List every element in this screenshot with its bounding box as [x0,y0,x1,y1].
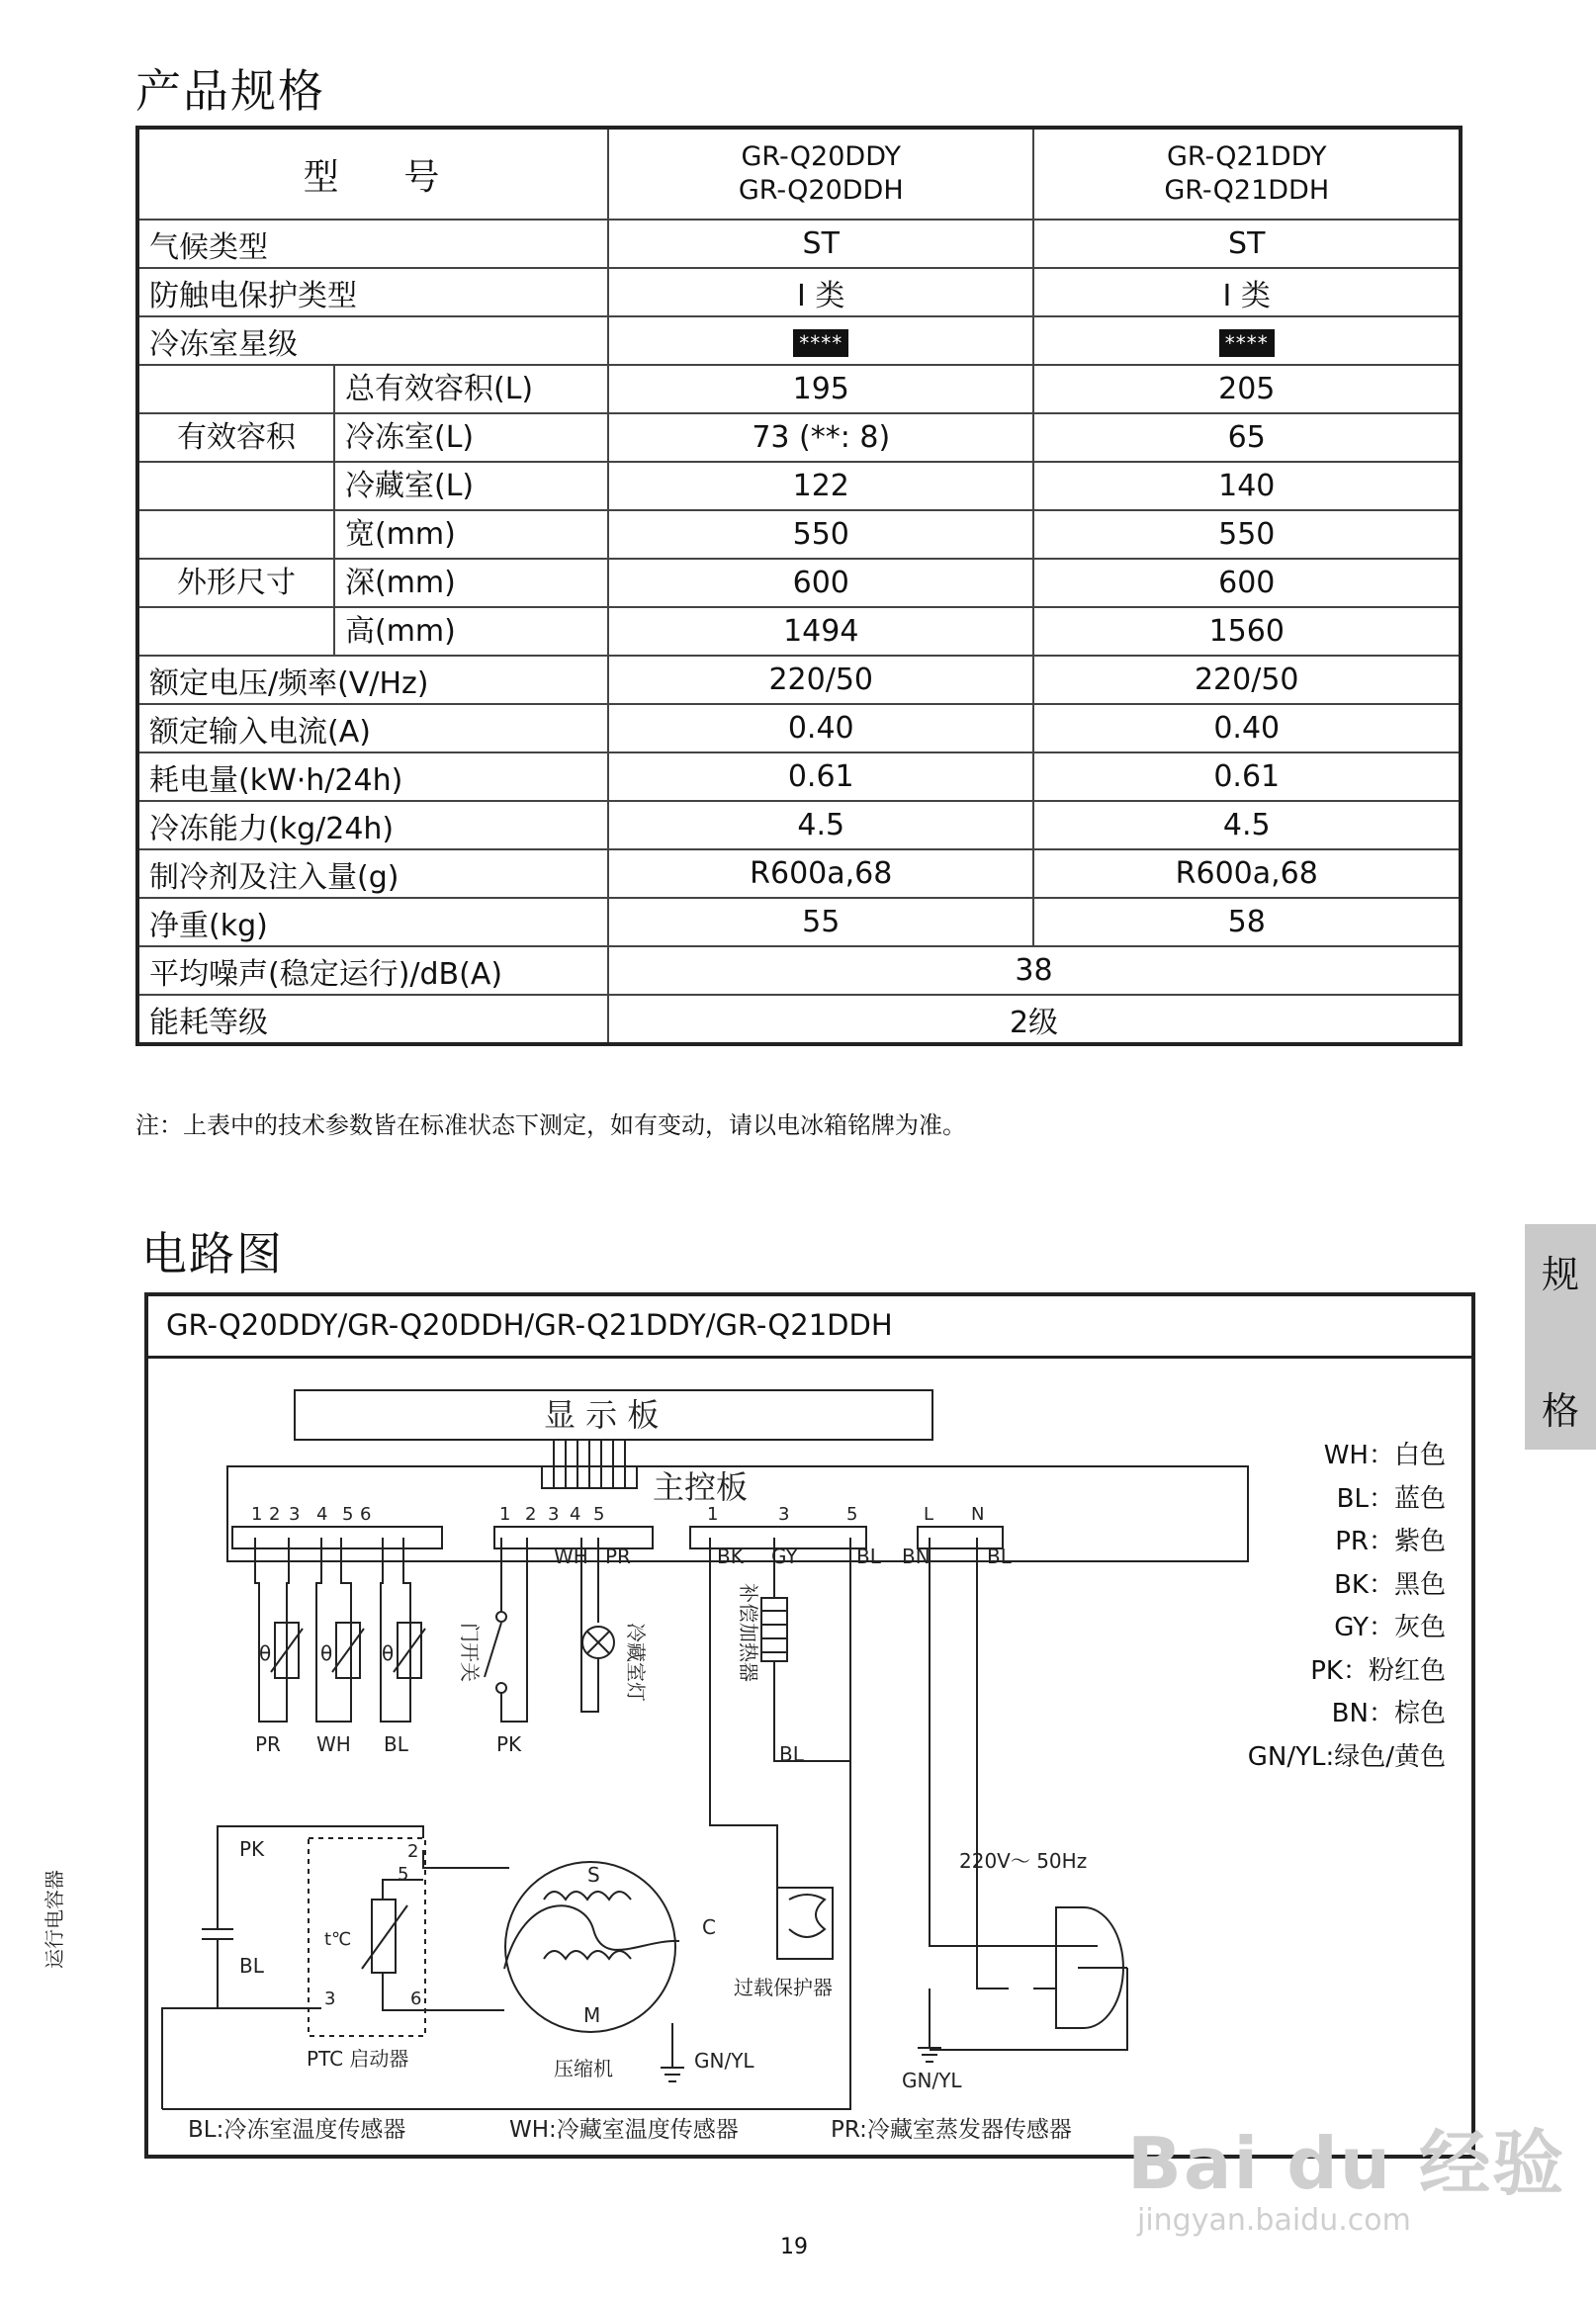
compressor-winding [504,1905,679,1969]
volume-group-cell [137,413,608,462]
group-label: 外形尺寸 [139,560,335,606]
gnyl-label-supply: GN/YL [902,2069,962,2092]
row-value-a: 0.61 [608,752,1033,801]
volume-group-cell [137,365,608,413]
circuit-models: GR-Q20DDY/GR-Q20DDH/GR-Q21DDY/GR-Q21DDH [166,1308,893,1342]
legend-color: 粉红色 [1368,1655,1446,1686]
legend-color: 黑色 [1393,1569,1446,1600]
row-value-b: 58 [1033,898,1461,946]
circuit-diagram [43,1292,1475,2159]
row-label: 净重(kg) [137,898,608,946]
legend-code: BN [1331,1699,1369,1728]
legend-item: WH：白色 [1323,1441,1446,1470]
legend-code: PR [1335,1527,1369,1556]
ribbon-connector [542,1440,637,1488]
heater-label: 补偿加热器 [737,1583,760,1682]
ptc-pin: 2 [407,1841,419,1862]
row-label: 制冷剂及注入量(g) [137,849,608,898]
theta-symbol: θ [382,1641,395,1665]
wire-label-pr: PR [255,1732,281,1756]
row-label: 冷冻能力(kg/24h) [137,801,608,849]
run-capacitor [162,1826,233,2109]
row-label: 深(mm) [345,566,456,600]
dims-group-cell [137,510,608,559]
legend-color: 棕色 [1393,1699,1446,1728]
row-value-a: 122 [608,462,1033,510]
winding-m [544,1951,631,1959]
display-board-label: 显 示 板 [544,1396,660,1434]
table-row [137,849,1461,898]
run-capacitor-label: 运行电容器 [43,1870,66,1969]
wire-label-bn: BN [902,1545,931,1568]
gnyl-label-compressor: GN/YL [694,2049,754,2073]
wire-bl-supply [977,1538,1009,1989]
winding-s [544,1892,631,1900]
wire-label-bl-cap: BL [239,1954,264,1978]
model-a-1: GR-Q20DDY [741,141,901,172]
table-row [137,607,1461,656]
wire-label-wh-top: WH [554,1545,588,1568]
door-switch [485,1538,527,1722]
wire-bn [930,1538,1098,1946]
row-label: 冷冻室星级 [137,316,608,365]
table-row [137,365,1461,413]
table-row [137,268,1461,316]
row-value-b: 1560 [1033,607,1461,656]
legend-color: 蓝色 [1393,1483,1446,1514]
spec-title: 产品规格 [135,64,325,118]
group-label: 有效容积 [139,414,335,461]
legend-item: GN/YL:绿色/黄色 [1247,1741,1446,1772]
row-value-a: 0.40 [608,704,1033,752]
table-header-row [137,128,1461,220]
row-label: 冷藏室(L) [345,469,475,503]
table-row [137,656,1461,704]
table-row [137,510,1461,559]
side-tab-char-2: 格 [1541,1389,1579,1433]
terminal-label: 3 [778,1504,790,1525]
ptc-pin: 5 [398,1864,409,1885]
ptc-thermistor [372,1900,396,1973]
row-value-b: 220/50 [1033,656,1461,704]
terminal-label: N [971,1504,985,1525]
baidu-watermark-url: jingyan.baidu.com [1137,2203,1411,2238]
overload-coil [789,1895,825,1937]
legend-color: 白色 [1393,1441,1446,1470]
row-value-b: 550 [1033,510,1461,559]
star-rating-a [608,316,1033,365]
legend-code: GN/YL [1247,1741,1326,1772]
row-value: 2级 [608,995,1461,1044]
row-value-b: ST [1033,220,1461,268]
theta-symbol: θ [320,1641,333,1665]
dims-group-cell [137,559,608,607]
row-value-a: I 类 [608,268,1033,316]
row-value-a: ST [608,220,1033,268]
row-value-b: 0.40 [1033,704,1461,752]
terminal-c: C [702,1915,716,1939]
terminal-label: 2 [525,1504,537,1525]
table-row [137,995,1461,1044]
terminal-label: L [924,1504,934,1525]
terminal-label: 5 [593,1504,605,1525]
model-b-1: GR-Q21DDY [1166,141,1327,172]
row-value-a: 73 (**: 8) [608,413,1033,462]
row-value-a: 1494 [608,607,1033,656]
row-label: 总有效容积(L) [345,372,534,406]
wire-ptc-s [423,1850,509,1868]
wire-label-bl-top: BL [856,1545,881,1568]
ptc-slash [362,1905,407,1969]
wire-label-pr-top: PR [605,1545,631,1568]
wire-label-bl: BL [384,1732,408,1756]
wire-label-bl-n: BL [987,1545,1012,1568]
connector-1 [232,1527,442,1548]
star-rating-b [1033,316,1461,365]
row-label: 耗电量(kW·h/24h) [137,752,608,801]
row-value-b: 140 [1033,462,1461,510]
wire-label-gy: GY [771,1545,798,1568]
ptc-label: PTC 启动器 [307,2047,409,2071]
table-row [137,946,1461,995]
wire-color-legend [1248,1435,1446,1779]
overload-label: 过载保护器 [734,1976,833,1999]
terminal-label: 1 [251,1504,263,1525]
terminal-label: 3 [289,1504,301,1525]
table-row [137,704,1461,752]
compressor-label: 压缩机 [554,2057,613,2080]
terminal-s: S [587,1863,600,1887]
row-value-a: 55 [608,898,1033,946]
legend-code: WH [1323,1441,1369,1470]
volume-group-cell [137,462,608,510]
terminal-label: 2 [269,1504,281,1525]
terminal-label: 4 [316,1504,328,1525]
row-value-a: 4.5 [608,801,1033,849]
table-row [137,462,1461,510]
fridge-lamp-label: 冷藏室灯 [624,1623,648,1702]
row-label: 额定电压/频率(V/Hz) [137,656,608,704]
circuit-title: 电路图 [141,1227,284,1281]
row-value-b: 205 [1033,365,1461,413]
theta-symbol: θ [259,1641,272,1665]
wire-label-bk: BK [717,1545,744,1568]
row-value-b: I 类 [1033,268,1461,316]
table-row [137,413,1461,462]
sensor-group [255,1538,425,1722]
row-value-b: 600 [1033,559,1461,607]
row-value-a: 195 [608,365,1033,413]
row-label: 冷冻室(L) [345,420,475,455]
ptc-pin: 3 [324,1989,336,2009]
sensor-legend: PR:冷藏室蒸发器传感器 [831,2117,1072,2143]
ptc-pin: 6 [410,1989,422,2009]
supply-label: 220V～ 50Hz [959,1849,1088,1873]
ptc-temp-label: t℃ [324,1929,352,1950]
model-header: 型 号 [137,128,608,220]
freezer-star-badge: **** [1219,329,1275,357]
row-value-b: 4.5 [1033,801,1461,849]
baidu-watermark-logo: Bai du 经验 [1127,2122,1566,2205]
table-row [137,559,1461,607]
main-board-label: 主控板 [653,1468,749,1506]
terminal-label: 1 [707,1504,719,1525]
dims-group-cell [137,607,608,656]
wire-label-bl-heater: BL [779,1742,804,1766]
model-b-cell [1033,128,1461,220]
legend-item: BN：棕色 [1331,1699,1446,1728]
row-value-b: R600a,68 [1033,849,1461,898]
model-a-2: GR-Q20DDH [738,175,904,206]
legend-item: PK：粉红色 [1310,1655,1446,1686]
earth-symbol [661,2068,684,2081]
sensor-legend: WH:冷藏室温度传感器 [509,2117,739,2143]
table-row [137,801,1461,849]
row-label: 平均噪声(稳定运行)/dB(A) [137,946,608,995]
table-row [137,316,1461,365]
terminal-label: 1 [499,1504,511,1525]
spec-note: 注：上表中的技术参数皆在标准状态下测定，如有变动，请以电冰箱铭牌为准。 [135,1111,966,1139]
power-plug [930,1907,1127,2050]
spec-table [135,126,1463,1046]
table-row [137,220,1461,268]
page-number: 19 [780,2235,808,2259]
wire-label-wh: WH [316,1732,351,1756]
side-tab-char-1: 规 [1541,1253,1579,1296]
sensor-legend: BL:冷冻室温度传感器 [188,2117,406,2143]
legend-color: 绿色/黄色 [1334,1741,1446,1772]
row-label: 高(mm) [345,614,456,649]
wire-label-pk-cap: PK [239,1837,265,1861]
row-value-b: 0.61 [1033,752,1461,801]
table-row [137,752,1461,801]
legend-code: BK [1334,1569,1369,1600]
terminal-m: M [583,2003,601,2027]
legend-item: BK：黑色 [1334,1569,1446,1600]
legend-item: GY：灰色 [1334,1613,1446,1642]
terminal-label: 4 [570,1504,581,1525]
legend-color: 灰色 [1393,1613,1446,1642]
legend-code: GY [1334,1613,1369,1642]
legend-color: 紫色 [1393,1527,1446,1556]
legend-code: PK [1310,1655,1343,1686]
terminal-label: 3 [548,1504,560,1525]
row-value-b: 65 [1033,413,1461,462]
row-value-a: 220/50 [608,656,1033,704]
table-row [137,898,1461,946]
freezer-star-badge: **** [793,329,848,357]
model-a-cell [608,128,1033,220]
wire-label-pk: PK [496,1732,522,1756]
legend-item: PR：紫色 [1335,1527,1446,1556]
row-label: 额定输入电流(A) [137,704,608,752]
door-switch-label: 门开关 [458,1623,482,1682]
legend-item: BL：蓝色 [1336,1483,1446,1514]
row-label: 气候类型 [137,220,608,268]
row-label: 防触电保护类型 [137,268,608,316]
row-label: 能耗等级 [137,995,608,1044]
legend-code: BL [1336,1483,1369,1514]
model-b-2: GR-Q21DDH [1164,175,1330,206]
terminal-label: 5 [342,1504,354,1525]
row-value-a: 550 [608,510,1033,559]
row-label: 宽(mm) [345,517,456,552]
terminal-label: 5 [846,1504,858,1525]
row-value: 38 [608,946,1461,995]
terminal-label: 6 [360,1504,372,1525]
row-value-a: R600a,68 [608,849,1033,898]
row-value-a: 600 [608,559,1033,607]
side-tab [1525,1224,1596,1450]
